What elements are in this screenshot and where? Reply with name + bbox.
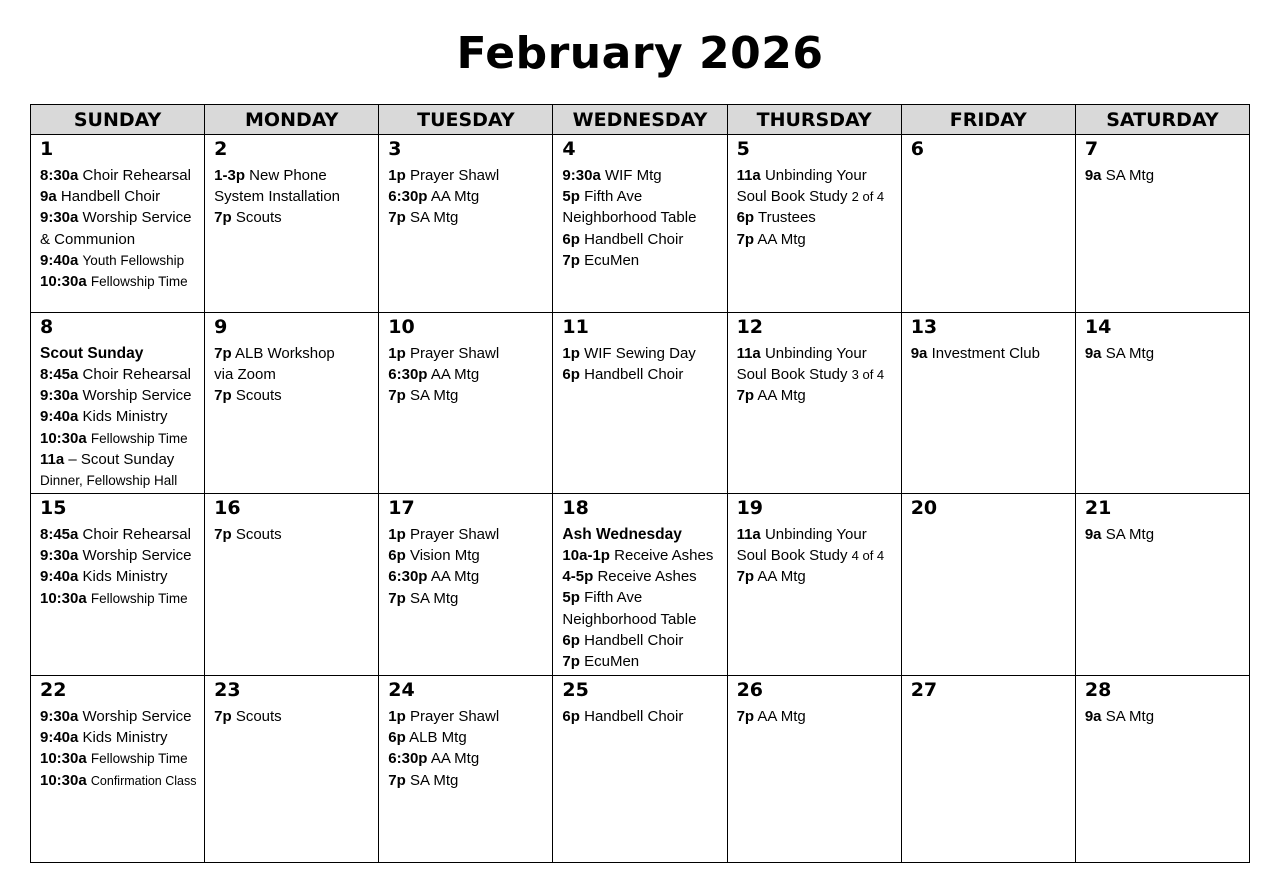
- event-line: [737, 524, 895, 545]
- calendar-title: February 2026: [456, 28, 824, 79]
- event-text: – Scout Sunday: [68, 450, 175, 468]
- event-line: [737, 566, 895, 587]
- event-line: [1085, 165, 1243, 186]
- event-text: Choir Rehearsal: [82, 167, 191, 184]
- event-text: AA Mtg: [757, 568, 806, 586]
- event-time: 6p: [562, 230, 580, 248]
- event-text: ALB Workshop: [235, 345, 335, 362]
- day-number: 26: [736, 679, 764, 701]
- event-line: [40, 406, 198, 427]
- event-time: 9a: [1084, 345, 1102, 362]
- day-cell[interactable]: [1075, 676, 1249, 863]
- event-text: AA Mtg: [757, 708, 806, 725]
- day-cell[interactable]: [31, 313, 205, 494]
- event-time: 7p: [562, 251, 580, 269]
- event-line: [40, 727, 198, 748]
- event-line: [214, 385, 372, 406]
- event-line: [562, 207, 720, 228]
- week-row: [31, 676, 1250, 863]
- event-line: [562, 630, 720, 651]
- event-time: 7p: [736, 387, 755, 405]
- event-time: 9:30a: [40, 547, 79, 565]
- event-text: AA Mtg: [430, 188, 480, 206]
- event-line: [40, 207, 198, 228]
- day-number: 25: [562, 679, 589, 701]
- event-line: [737, 229, 895, 250]
- event-text: Prayer Shawl: [409, 708, 500, 725]
- day-cell[interactable]: [205, 135, 379, 313]
- day-number: 1: [40, 138, 54, 160]
- event-time: 7p: [736, 568, 755, 586]
- event-time: 6p: [736, 209, 755, 227]
- day-number: 8: [40, 316, 54, 338]
- event-line: [737, 385, 895, 406]
- event-suffix: 2 of 4: [851, 189, 885, 205]
- day-number: 18: [562, 497, 589, 519]
- event-line: [388, 524, 546, 545]
- event-line: [40, 566, 198, 587]
- weekday-header: FRIDAY: [901, 105, 1075, 135]
- event-line: [40, 428, 198, 449]
- day-number: 14: [1084, 316, 1112, 338]
- day-number: 17: [388, 497, 415, 519]
- event-text: Scouts: [235, 387, 282, 405]
- event-line: [40, 250, 198, 271]
- event-line: [562, 651, 720, 672]
- event-text: Handbell Choir: [60, 188, 161, 206]
- event-time: 9a: [40, 188, 57, 206]
- event-suffix: 3 of 4: [851, 367, 885, 383]
- weekday-header: WEDNESDAY: [553, 105, 727, 135]
- event-text: Prayer Shawl: [409, 167, 500, 184]
- event-text: Neighborhood Table: [562, 610, 697, 628]
- event-line: [737, 706, 895, 727]
- event-line: [214, 364, 372, 385]
- event-time: 10a-1p: [562, 547, 610, 564]
- day-cell[interactable]: [379, 676, 553, 863]
- day-cell[interactable]: [205, 494, 379, 676]
- event-text: Fifth Ave: [584, 589, 643, 607]
- event-time: 8:45a: [40, 526, 79, 543]
- event-text: Unbinding Your: [764, 526, 867, 543]
- event-text: Soul Book Study: [736, 188, 848, 206]
- event-line: [562, 706, 720, 727]
- event-line: [562, 364, 720, 385]
- event-line: [562, 165, 720, 186]
- event-time: 9a: [910, 345, 928, 362]
- event-text: AA Mtg: [430, 568, 480, 586]
- day-number: 28: [1084, 679, 1112, 701]
- event-time: 8:30a: [40, 167, 79, 184]
- weekday-header-row: [31, 105, 1250, 135]
- day-cell[interactable]: [31, 135, 205, 313]
- day-number: 19: [736, 497, 764, 519]
- event-line: [40, 385, 198, 406]
- event-time: 9:30a: [562, 167, 601, 184]
- event-time: 11a: [736, 167, 761, 184]
- event-time: 10:30a: [40, 589, 87, 607]
- event-line: [388, 186, 546, 207]
- event-time: 6p: [388, 547, 406, 565]
- day-headline: Scout Sunday: [40, 345, 144, 362]
- event-line: [40, 545, 198, 566]
- event-text: System Installation: [214, 188, 341, 206]
- day-cell[interactable]: [1075, 313, 1249, 494]
- event-line: [388, 770, 546, 791]
- event-text: Fellowship Time: [90, 751, 188, 767]
- event-time: 6p: [388, 729, 406, 747]
- day-cell[interactable]: [1075, 494, 1249, 676]
- day-cell[interactable]: [205, 313, 379, 494]
- event-time: 6:30p: [388, 568, 428, 586]
- event-text: Receive Ashes: [597, 568, 697, 586]
- event-text: Fellowship Time: [90, 430, 188, 446]
- event-line: [40, 449, 198, 470]
- event-text: Prayer Shawl: [409, 526, 500, 543]
- event-time: 10:30a: [40, 771, 87, 789]
- event-line: [214, 343, 372, 364]
- event-text: Kids Ministry: [82, 568, 168, 586]
- day-cell[interactable]: [379, 494, 553, 676]
- event-line: [214, 706, 372, 727]
- event-time: 7p: [388, 209, 406, 227]
- event-line: [1085, 343, 1243, 364]
- event-line: [40, 186, 198, 207]
- event-line: [388, 207, 546, 228]
- event-time: 9:40a: [40, 568, 79, 586]
- event-line: [388, 385, 546, 406]
- day-cell[interactable]: [1075, 135, 1249, 313]
- event-text: Unbinding Your: [764, 345, 867, 362]
- event-time: 9:30a: [40, 209, 79, 227]
- event-text: Investment Club: [931, 345, 1040, 362]
- event-text: Handbell Choir: [584, 631, 684, 649]
- event-time: 11a: [736, 526, 761, 543]
- event-time: 5p: [562, 589, 580, 607]
- event-line: [40, 364, 198, 385]
- event-text: Fifth Ave: [584, 188, 643, 206]
- event-text: Confirmation Class: [90, 773, 197, 788]
- event-text: Unbinding Your: [764, 167, 867, 184]
- event-time: 1p: [388, 167, 406, 184]
- weekday-header: TUESDAY: [379, 105, 553, 135]
- week-row: [31, 313, 1250, 494]
- event-time: 7p: [214, 526, 232, 543]
- month-grid: [30, 104, 1250, 863]
- event-time: 6:30p: [388, 750, 428, 768]
- event-time: 10:30a: [40, 750, 87, 768]
- event-time: 7p: [736, 230, 755, 248]
- event-line: [388, 545, 546, 566]
- event-text: Worship Service: [82, 547, 192, 565]
- event-line: [388, 706, 546, 727]
- event-text: Trustees: [757, 209, 816, 227]
- event-text: Kids Ministry: [82, 408, 168, 426]
- event-line: [562, 566, 720, 587]
- day-number: 12: [736, 316, 764, 338]
- event-text: SA Mtg: [1105, 345, 1155, 362]
- event-text: Fellowship Time: [90, 590, 188, 606]
- event-text: Worship Service: [82, 387, 192, 405]
- event-text: Choir Rehearsal: [82, 366, 191, 383]
- event-line: [388, 727, 546, 748]
- event-text: EcuMen: [584, 653, 640, 671]
- event-line: [388, 364, 546, 385]
- event-text: Vision Mtg: [409, 547, 480, 565]
- event-text: WIF Mtg: [604, 167, 662, 184]
- day-number: 21: [1084, 497, 1112, 519]
- event-line: [40, 770, 198, 792]
- event-line: [40, 706, 198, 727]
- event-text: Handbell Choir: [584, 708, 684, 725]
- event-line: [40, 524, 198, 545]
- event-line: [40, 165, 198, 186]
- day-cell[interactable]: [901, 676, 1075, 863]
- week-row: [31, 135, 1250, 313]
- weekday-header: THURSDAY: [727, 105, 901, 135]
- day-cell[interactable]: [379, 135, 553, 313]
- day-cell[interactable]: [901, 313, 1075, 494]
- event-line: [214, 165, 372, 186]
- event-time: 7p: [388, 771, 406, 789]
- day-cell[interactable]: [727, 135, 901, 313]
- event-text: AA Mtg: [757, 230, 806, 248]
- day-cell[interactable]: [901, 135, 1075, 313]
- event-line: [737, 343, 895, 364]
- event-text: SA Mtg: [409, 387, 459, 405]
- event-time: 1p: [388, 526, 406, 543]
- event-line: [562, 186, 720, 207]
- day-number: 22: [40, 679, 67, 701]
- event-time: 10:30a: [40, 273, 87, 291]
- event-time: 7p: [214, 387, 232, 405]
- event-time: 9:40a: [40, 729, 79, 747]
- event-text: Receive Ashes: [614, 547, 714, 564]
- event-text: Soul Book Study: [736, 366, 848, 384]
- event-time: 8:45a: [40, 366, 79, 383]
- event-text: via Zoom: [214, 366, 276, 384]
- event-line: [562, 250, 720, 271]
- day-number: 6: [910, 138, 924, 160]
- event-line: [737, 165, 895, 186]
- event-text: Scouts: [235, 209, 282, 227]
- day-cell[interactable]: [727, 313, 901, 494]
- event-time: 9:40a: [40, 251, 79, 269]
- event-text: AA Mtg: [430, 750, 480, 768]
- day-number: 11: [562, 316, 589, 338]
- event-line: [737, 545, 895, 566]
- event-text: EcuMen: [584, 251, 640, 269]
- event-line: [737, 186, 895, 207]
- event-text: SA Mtg: [409, 209, 459, 227]
- day-headline: Ash Wednesday: [562, 526, 682, 543]
- day-number: 3: [388, 138, 402, 160]
- event-text: & Communion: [40, 230, 136, 248]
- event-line: [1085, 524, 1243, 545]
- week-row: [31, 494, 1250, 676]
- event-line: [388, 566, 546, 587]
- day-cell[interactable]: [553, 135, 727, 313]
- event-time: 10:30a: [40, 429, 87, 447]
- day-cell[interactable]: [31, 676, 205, 863]
- event-time: 1p: [388, 708, 406, 725]
- event-time: 7p: [214, 708, 232, 725]
- day-number: 10: [388, 316, 415, 338]
- event-line: [562, 587, 720, 608]
- event-text: AA Mtg: [430, 366, 480, 384]
- event-time: 7p: [736, 708, 755, 725]
- event-time: 7p: [562, 653, 580, 671]
- day-cell[interactable]: [553, 494, 727, 676]
- event-suffix: 4 of 4: [851, 548, 885, 564]
- event-line: [562, 229, 720, 250]
- event-time: 7p: [388, 387, 406, 405]
- event-time: 11a: [40, 450, 65, 468]
- event-line: [1085, 706, 1243, 727]
- event-text: SA Mtg: [1105, 526, 1155, 543]
- event-text: SA Mtg: [409, 589, 459, 607]
- event-text: Choir Rehearsal: [82, 526, 191, 543]
- event-line: [737, 364, 895, 385]
- day-cell[interactable]: [379, 313, 553, 494]
- event-time: 9:30a: [40, 708, 79, 725]
- event-text: Handbell Choir: [584, 230, 684, 248]
- event-text: Scouts: [235, 526, 282, 543]
- event-text: Handbell Choir: [584, 366, 684, 384]
- event-line: [737, 207, 895, 228]
- day-cell[interactable]: [553, 676, 727, 863]
- event-text: SA Mtg: [1105, 708, 1155, 725]
- event-time: 9a: [1084, 526, 1102, 543]
- event-time: 1-3p: [214, 167, 245, 184]
- event-text: Neighborhood Table: [562, 209, 697, 227]
- event-time: 4-5p: [562, 568, 594, 586]
- event-time: 7p: [214, 345, 232, 362]
- event-text: Youth Fellowship: [82, 252, 185, 268]
- day-number: 13: [910, 316, 938, 338]
- day-number: 2: [214, 138, 228, 160]
- event-text: Worship Service: [82, 209, 192, 227]
- event-time: 9a: [1084, 167, 1102, 184]
- event-text: Fellowship Time: [90, 274, 188, 290]
- event-text: WIF Sewing Day: [584, 345, 696, 362]
- event-line: [214, 207, 372, 228]
- event-line: [40, 748, 198, 769]
- event-time: 1p: [388, 345, 406, 362]
- day-cell[interactable]: [31, 494, 205, 676]
- event-time: 6p: [562, 708, 580, 725]
- event-text: SA Mtg: [1105, 167, 1155, 184]
- event-line: [40, 271, 198, 292]
- event-line: [388, 748, 546, 769]
- event-time: 1p: [562, 345, 580, 362]
- day-number: 4: [562, 138, 576, 160]
- day-number: 15: [40, 497, 67, 519]
- event-time: 7p: [388, 589, 406, 607]
- event-text: Scouts: [235, 708, 282, 725]
- event-time: 7p: [214, 209, 232, 227]
- event-line: [388, 343, 546, 364]
- day-number: 7: [1084, 138, 1099, 160]
- weekday-header: SUNDAY: [31, 105, 205, 135]
- day-cell[interactable]: [727, 494, 901, 676]
- weekday-header: MONDAY: [205, 105, 379, 135]
- event-time: 6p: [562, 631, 580, 649]
- event-time: 6:30p: [388, 188, 428, 206]
- event-line: [40, 588, 198, 609]
- event-line: [214, 186, 372, 207]
- event-line: [562, 343, 720, 364]
- day-cell[interactable]: [901, 494, 1075, 676]
- day-number: 20: [910, 497, 938, 519]
- day-number: 5: [736, 138, 750, 160]
- event-text: ALB Mtg: [409, 729, 467, 747]
- event-text: SA Mtg: [409, 771, 459, 789]
- event-line: [40, 229, 198, 250]
- day-number: 16: [214, 497, 241, 519]
- day-number: 23: [214, 679, 241, 701]
- event-line: [214, 524, 372, 545]
- event-text: Prayer Shawl: [409, 345, 500, 362]
- event-time: 9:30a: [40, 387, 79, 405]
- event-line: [562, 545, 720, 566]
- day-number: 27: [910, 679, 938, 701]
- event-time: 6:30p: [388, 366, 428, 384]
- event-text: Worship Service: [82, 708, 192, 725]
- event-text: New Phone: [249, 167, 327, 184]
- event-time: 9a: [1084, 708, 1102, 725]
- weekday-header: SATURDAY: [1075, 105, 1249, 135]
- event-text: AA Mtg: [757, 387, 806, 405]
- event-text: Dinner, Fellowship Hall: [40, 473, 178, 489]
- event-line: [911, 343, 1069, 364]
- day-number: 9: [214, 316, 228, 338]
- day-cell[interactable]: [205, 676, 379, 863]
- event-text: Soul Book Study: [736, 547, 848, 565]
- event-line: [562, 609, 720, 630]
- day-cell[interactable]: [727, 676, 901, 863]
- day-number: 24: [388, 679, 415, 701]
- event-line: [388, 588, 546, 609]
- event-line: [40, 470, 198, 491]
- event-line: [388, 165, 546, 186]
- event-time: 9:40a: [40, 408, 79, 426]
- event-time: 11a: [736, 345, 761, 362]
- day-cell[interactable]: [553, 313, 727, 494]
- event-text: Kids Ministry: [82, 729, 168, 747]
- event-time: 6p: [562, 366, 580, 384]
- event-time: 5p: [562, 188, 580, 206]
